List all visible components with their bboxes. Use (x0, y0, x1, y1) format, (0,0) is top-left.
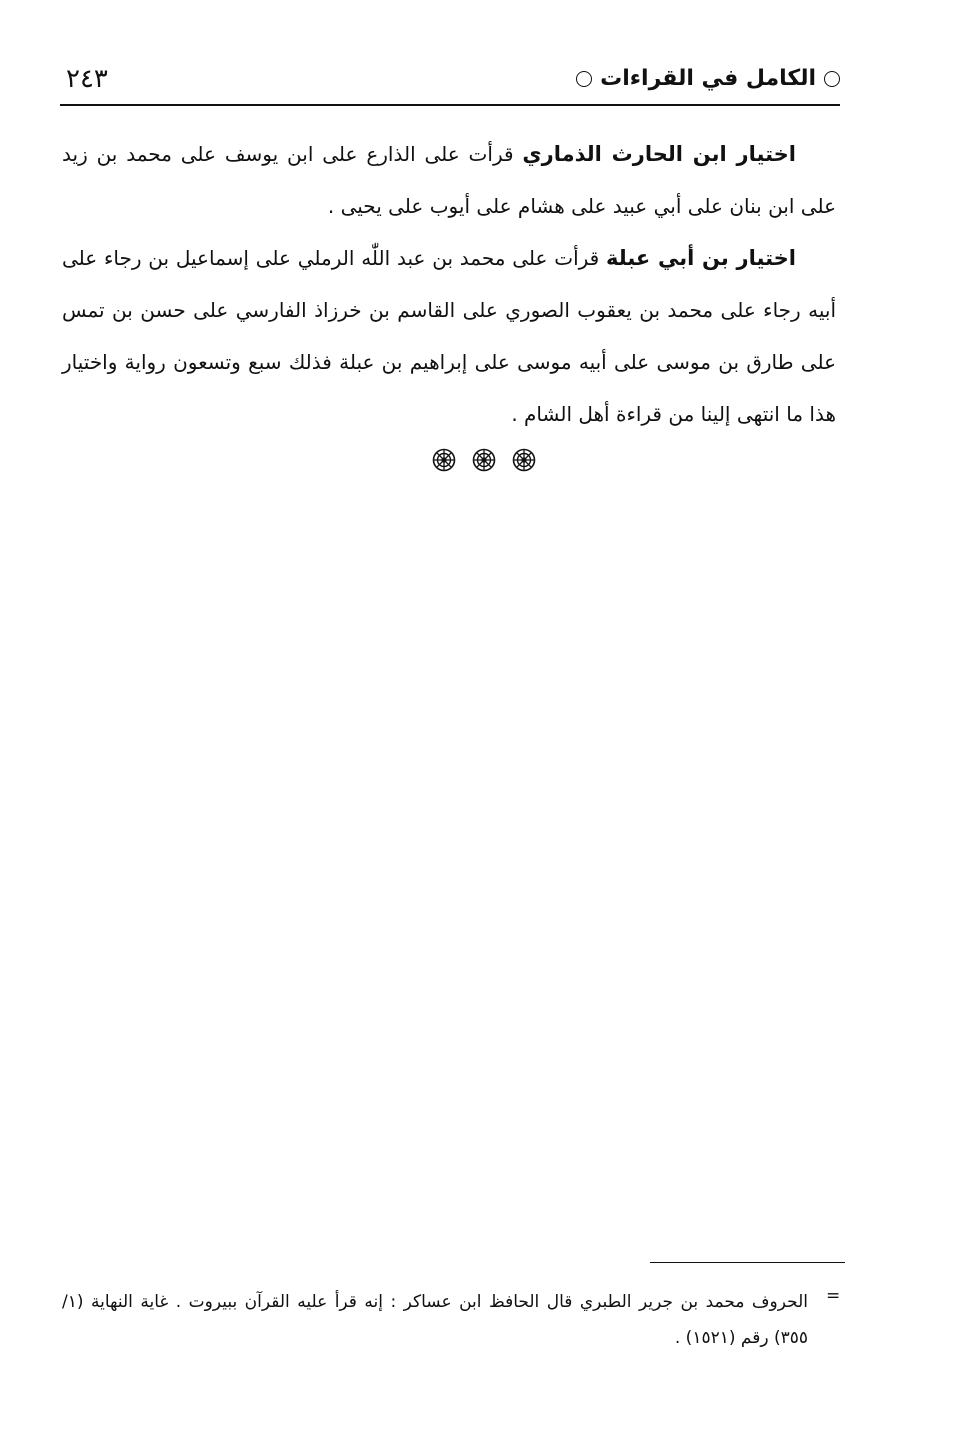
footnote: الحروف محمد بن جرير الطبري قال الحافظ ابن عساكر : إنه قرأ عليه القرآن ببيروت . غاية النهاية (١/ ٣٥٥) رقم (١٥٢١) . (62, 1292, 808, 1348)
floral-ornament-icon (512, 448, 536, 472)
paragraph-heading: اختيار ابن الحارث الذماري (522, 142, 796, 166)
footnote-divider (650, 1262, 845, 1263)
paragraph (62, 232, 836, 440)
footnote-continuation-mark: = (826, 1286, 841, 1306)
header-divider (60, 104, 840, 106)
section-end-ornaments (0, 448, 968, 472)
paragraph-text: قرأت على الذارع على ابن يوسف على محمد بن زيد على ابن بنان على أبي عبيد على هشام على أيوب على يحيى . (62, 142, 836, 218)
floral-ornament-icon (432, 448, 456, 472)
circle-icon (824, 71, 840, 87)
paragraph-text: قرأت على محمد بن عبد اللّٰه الرملي على إسماعيل بن رجاء على أبيه رجاء على محمد بن يعقوب الصوري على القاسم بن خرزاذ الفارسي على حسن بن تمس على طارق بن موسى على أبيه موسى على إبراهيم بن عبلة فذلك سبع وتسعون رواية واختيار هذا ما انتهى إلينا من قراءة أهل الشام . (62, 246, 836, 426)
floral-ornament-icon (472, 448, 496, 472)
book-title: الكامل في القراءات (600, 66, 816, 91)
page-number: ٢٤٣ (66, 64, 108, 94)
paragraph (62, 128, 836, 232)
running-title (576, 66, 840, 91)
main-text (62, 128, 836, 440)
circle-icon (576, 71, 592, 87)
paragraph-heading: اختيار بن أبي عبلة (606, 246, 796, 270)
running-header (60, 58, 840, 102)
